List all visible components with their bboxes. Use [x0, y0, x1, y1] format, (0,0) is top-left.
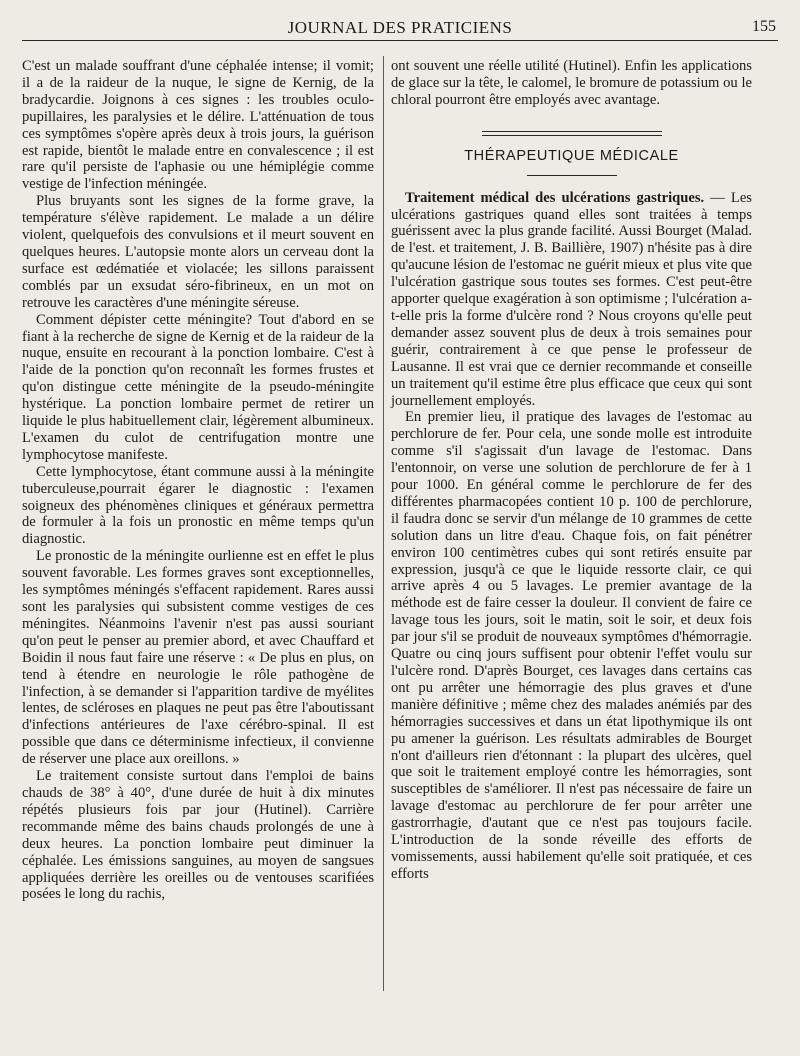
paragraph: Le traitement consiste surtout dans l'emploi de bains chauds de 38° à 40°, d'une durée de huit à dix minutes répétés plusieurs fois par jour (Hutinel). Carrière recommande même des bains chauds prolongés de une à deux heures. La ponction lombaire peut diminuer la céphalée. Les émissions sanguines, au moyen de sangsues appliquées derrière les oreilles ou de ventouses scarifiées posées le long du rachis,: [22, 768, 374, 903]
paragraph: — Les ulcérations gastriques quand elles sont traitées à temps guérissent avec la plus grande facilité. Aussi Bourget (Malad. de l'est. et traitement, J. B. Baillière, 1907) n'hésite pas à dire qu'aucune lésion de l'estomac ne guérit mieux et plus vite que l'ulcération gastrique sous toutes ses formes. C'est peut-être apporter quelque exagération à son optimisme ; l'ulcération a-t-elle pris la forme d'ulcère rond ? Nous croyons qu'elle peut demander assez souvent plus de deux à trois semaines pour guérir, contrairement à ce que pense le professeur de Lausanne. Il est vrai que ce dernier recommande et conseille un traitement qu'il estime être plus efficace que ceux qui sont journellement employés.: [391, 189, 752, 409]
paragraph: ont souvent une réelle utilité (Hutinel). Enfin les applications de glace sur la tête, le calomel, le bromure de potassium ou le chloral pourront être employés avec avantage.: [391, 58, 752, 108]
paragraph: En premier lieu, il pratique des lavages de l'estomac au perchlorure de fer. Pour cela, une sonde molle est introduite comme s'il s'agissait d'un lavage de l'estomac. Dans l'entonnoir, on verse une solution de perchlorure de fer à 1 pour 1000. En général comme le perchlorure de fer des différentes pharmacopées contient 10 p. 100 de perchlorure, il faudra donc se servir d'un mélange de 10 grammes de cette solution dans un litre d'eau. Chaque fois, on fait pénétrer environ 100 centimètres cubes qui sont retirés ensuite par expression, jusqu'à ce que le liquide ressorte clair, ce qui arrive après 4 ou 5 lavages. Le premier avantage de la méthode est de faire cesser la douleur. Il convient de faire ce lavage tous les jours, soit le matin, soit le soir, et deux fois par jour s'il se produit de nouveaux symptômes d'hémorragie. Quatre ou cinq jours suffisent pour obtenir l'effet voulu sur l'ulcère rond. D'après Bourget, ces lavages dans certains cas ont pu arrêter une hémorragie des plus graves et d'une manière définitive ; même chez des malades anémiés par des hémorragies successives et dans un état lipothymique ils ont pu amener la guérison. Les résultats admirables de Bourget n'ont d'ailleurs rien d'étonnant : la plupart des ulcères, quel que soit le traitement employé contre les hémorragies, sont susceptibles de s'améliorer. Il n'est pas nécessaire de faire un lavage d'estomac au perchlorure de fer pour arrêter une gastrorrhagie, d'autant que ce n'est pas toujours facile. L'introduction de la sonde réveille des efforts de vomissements, aussi habilement qu'elle soit pratiquée, et ces efforts: [391, 409, 752, 882]
section-rule-double: [482, 131, 662, 136]
journal-title: JOURNAL DES PRATICIENS: [287, 18, 513, 37]
running-header: [22, 16, 778, 41]
paragraph: C'est un malade souffrant d'une céphalée intense; il vomit; il a de la raideur de la nuque, le signe de Kernig, de la bradycardie. Joignons à ces signes : les troubles oculo-pupillaires, les paralysies et le délire. L'atténuation de tous ces symptômes s'opère après deux à trois jours, la guérison est rapide, bientôt le malade entre en convalescence ; il est rare qu'il persiste de l'aphasie ou une hémiplégie comme vestige de l'infection méningée.: [22, 58, 374, 193]
right-column: [391, 58, 752, 883]
column-divider: [383, 56, 384, 991]
section-title: THÉRAPEUTIQUE MÉDICALE: [464, 147, 679, 164]
article-lead: [391, 190, 752, 410]
page-number: 155: [752, 18, 776, 35]
paragraph: Plus bruyants sont les signes de la forme grave, la température s'élève rapidement. Le malade a un délire violent, quelquefois des convulsions et il meurt souvent en quelques heures. L'autopsie monte alors un cerveau dont la surface est œdématiée et violacée; les sillons paraissent comblés par un exsudat séro-fibrineux, en un mot on retrouve les caractères d'une méningite séreuse.: [22, 193, 374, 311]
paragraph: Le pronostic de la méningite ourlienne est en effet le plus souvent favorable. Les formes graves sont exceptionnelles, les symptômes méningés s'effacent rapidement. Rares aussi sont les paralysies qui subsistent comme vestiges de ces méningites. Néanmoins l'avenir n'est pas aussi souriant qu'on peut le penser au premier abord, et avec Chauffard et Boidin il nous faut faire une réserve : « De plus en plus, on tend à étendre en neurologie le rôle pathogène de l'infection, à se demander si l'apparition tardive de myélites lentes, de scléroses en plaques ne peut pas être l'aboutissant d'infections antérieures de l'axe cérébro-spinal. Il est possible que dans ce déterminisme infectieux, il convienne de réserver une place aux oreillons. »: [22, 548, 374, 768]
paragraph: Cette lymphocytose, étant commune aussi à la méningite tuberculeuse,pourrait égarer le diagnostic : l'examen soigneux des phénomènes cliniques et généraux permettra de formuler à la fois un pronostic en même temps qu'un diagnostic.: [22, 463, 374, 548]
section-rule: [527, 175, 617, 176]
left-column: [22, 58, 374, 903]
article-title: Traitement médical des ulcérations gastriques.: [405, 189, 705, 206]
paragraph: Comment dépister cette méningite? Tout d'abord en se fiant à la recherche de signe de Kernig et de la raideur de la nuque, ensuite en recourant à la ponction lombaire. C'est à l'aide de la ponction qu'on reconnaît les formes frustes et qu'on distingue cette méningite de la pseudo-méningite hystérique. La ponction lombaire permet de retirer un liquide le plus habituellement clair, légèrement albumineux. L'examen du culot de centrifugation montre une lymphocytose manifeste.: [22, 311, 374, 463]
